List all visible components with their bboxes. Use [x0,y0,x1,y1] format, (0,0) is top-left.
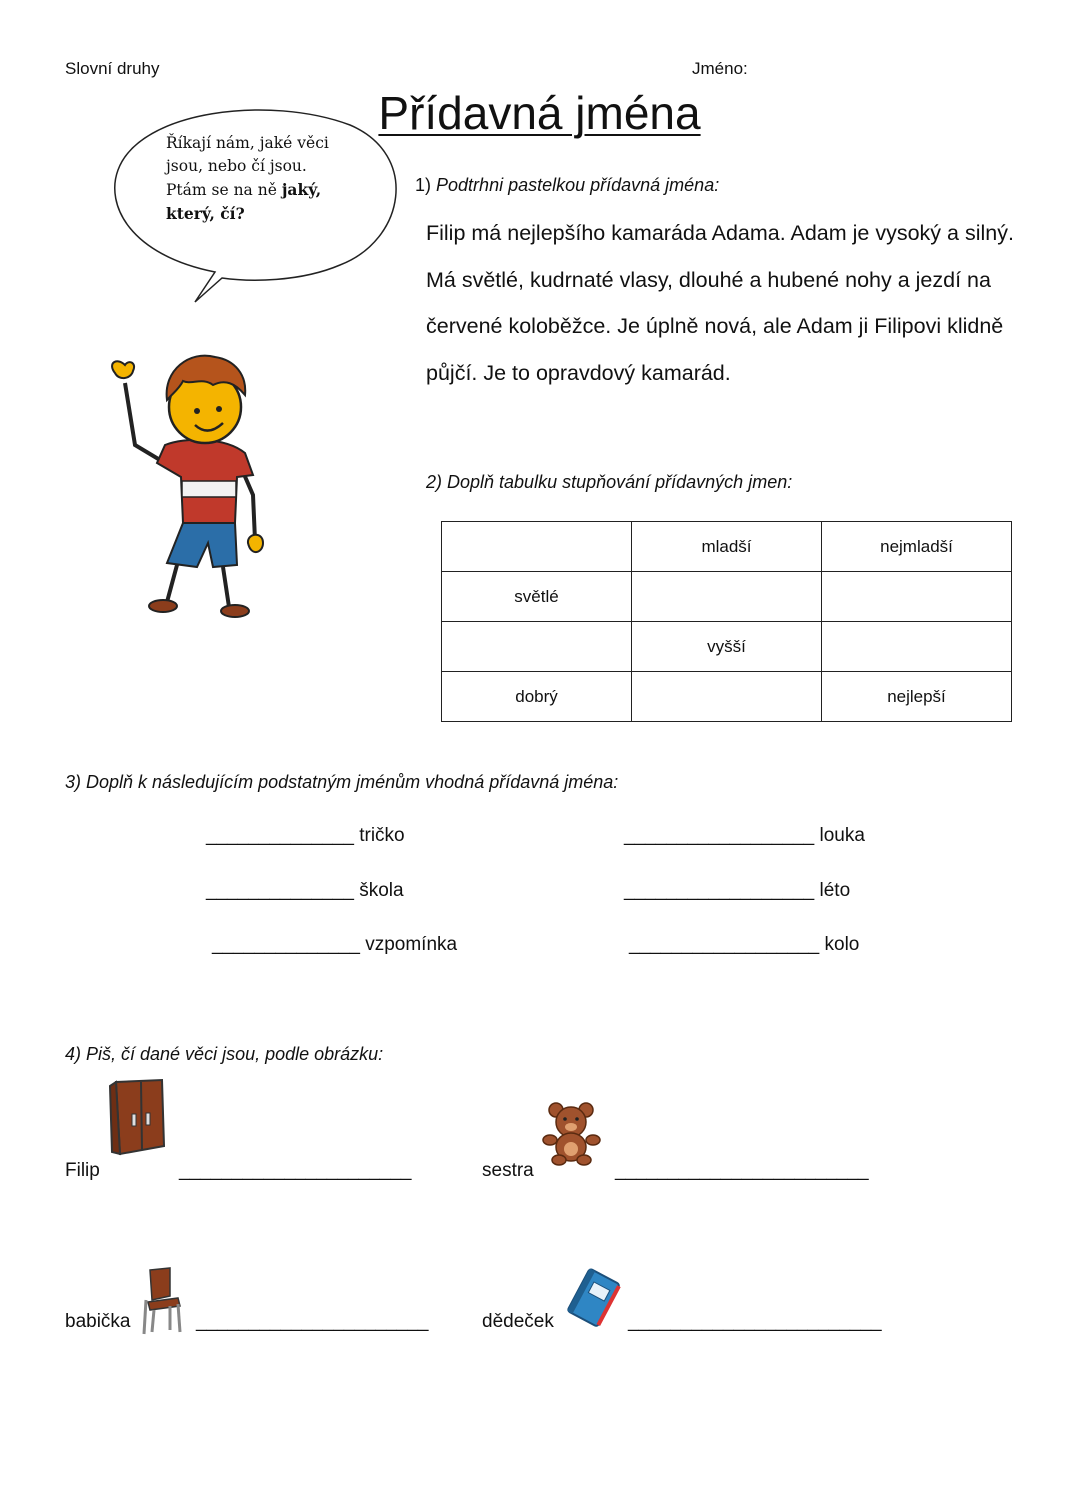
name-label: Jméno: [692,59,748,78]
subject-label: Slovní druhy [65,59,160,78]
answer-blank[interactable]: ______________________ [196,1311,429,1332]
answer-blank[interactable]: ______________________ [179,1160,412,1181]
answer-blank[interactable]: ________________________ [628,1311,882,1332]
noun-label: louka [819,825,865,846]
owner-label: sestra [482,1160,534,1181]
fill-item[interactable] [624,825,865,847]
answer-blank[interactable]: __________________ [629,934,820,955]
chair-icon [140,1266,184,1336]
page-title: Přídavná jména [378,87,701,139]
table-row [442,622,1012,672]
table-row [442,522,1012,572]
answer-blank[interactable]: __________________ [624,880,815,901]
task1-instruction: 1) Podtrhni pastelkou přídavná jména: [415,175,720,195]
table-cell[interactable]: nejlepší [822,672,1012,722]
noun-label: kolo [824,934,860,955]
fill-item[interactable] [212,934,457,956]
teddy-bear-icon [542,1100,604,1166]
book-icon [566,1268,622,1330]
noun-label: léto [819,880,851,901]
table-cell[interactable]: mladší [632,522,822,572]
task2-instruction: 2) Doplň tabulku stupňování přídavných jmen: [426,472,793,492]
table-cell[interactable]: světlé [442,572,632,622]
fill-item[interactable] [624,880,850,902]
table-cell[interactable]: vyšší [632,622,822,672]
table-cell[interactable]: nejmladší [822,522,1012,572]
fill-item[interactable] [206,880,404,902]
task4-instruction: 4) Piš, čí dané věci jsou, podle obrázku: [65,1044,384,1064]
owner-label: dědeček [482,1311,554,1332]
boy-illustration [95,345,295,625]
table-row [442,672,1012,722]
answer-blank[interactable]: ________________________ [615,1160,869,1181]
answer-blank[interactable]: ______________ [212,934,360,955]
table-cell[interactable] [442,522,632,572]
answer-blank[interactable]: __________________ [624,825,815,846]
task1-text: Filip má nejlepšího kamaráda Adama. Adam je vysoký a silný. Má světlé, kudrnaté vlasy, dlouhé a hubené nohy a jezdí na červené koloběžce. Je úplně nová, ale Adam ji Filipovi klidně půjčí. Je to opravdový kamarád. [426,221,1014,385]
wardrobe-icon [106,1078,168,1158]
answer-blank[interactable]: ______________ [206,825,354,846]
owner-label: babička [65,1311,131,1332]
answer-blank[interactable]: ______________ [206,880,354,901]
table-cell[interactable] [632,672,822,722]
owner-label: Filip [65,1160,100,1181]
noun-label: tričko [359,825,405,846]
bubble-text: Říkají nám, jaké věci jsou, nebo čí jsou. Ptám se na ně jaký, který, čí? [166,134,329,223]
table-cell[interactable] [442,622,632,672]
comparison-table [441,521,1012,722]
noun-label: škola [359,880,404,901]
table-cell[interactable] [822,622,1012,672]
table-cell[interactable]: dobrý [442,672,632,722]
fill-item[interactable] [629,934,859,956]
table-row [442,572,1012,622]
noun-label: vzpomínka [365,934,458,955]
task3-instruction: 3) Doplň k následujícím podstatným jménům vhodná přídavná jména: [65,772,619,792]
table-cell[interactable] [822,572,1012,622]
table-cell[interactable] [632,572,822,622]
fill-item[interactable] [206,825,405,847]
